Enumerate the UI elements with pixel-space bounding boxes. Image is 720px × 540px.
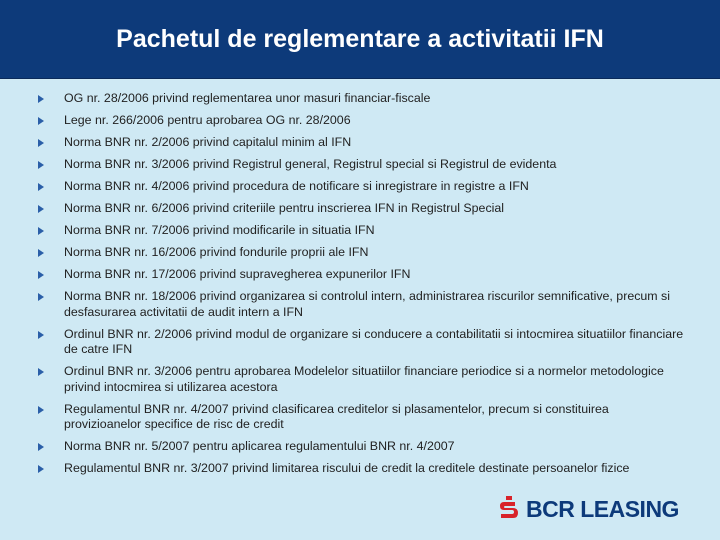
list-item xyxy=(38,157,688,173)
list-item xyxy=(38,461,688,477)
bullet-icon xyxy=(38,205,44,213)
list-item-text: Norma BNR nr. 2/2006 privind capitalul minim al IFN xyxy=(64,135,352,149)
bullet-icon xyxy=(38,331,44,339)
list-item xyxy=(38,289,688,320)
list-item-text: Norma BNR nr. 6/2006 privind criteriile pentru inscrierea IFN in Registrul Special xyxy=(64,201,505,215)
list-item xyxy=(38,223,688,239)
bullet-icon xyxy=(38,227,44,235)
regulation-list xyxy=(38,91,688,483)
list-item xyxy=(38,402,688,433)
list-item xyxy=(38,179,688,195)
list-item xyxy=(38,201,688,217)
bullet-icon xyxy=(38,183,44,191)
list-item xyxy=(38,91,688,107)
bullet-icon xyxy=(38,465,44,473)
bullet-icon xyxy=(38,443,44,451)
list-item-text: Lege nr. 266/2006 pentru aprobarea OG nr. 28/2006 xyxy=(64,113,351,127)
bullet-icon xyxy=(38,117,44,125)
list-item-text: OG nr. 28/2006 privind reglementarea unor masuri financiar-fiscale xyxy=(64,91,431,105)
list-item-text: Norma BNR nr. 18/2006 privind organizarea si controlul intern, administrarea riscurilor semnificative, precum si desfasurarea activitatii de audit intern a IFN xyxy=(64,289,671,319)
bullet-icon xyxy=(38,95,44,103)
bullet-icon xyxy=(38,161,44,169)
bullet-icon xyxy=(38,293,44,301)
bullet-icon xyxy=(38,271,44,279)
list-item xyxy=(38,364,688,395)
bullet-icon xyxy=(38,406,44,414)
list-item-text: Norma BNR nr. 3/2006 privind Registrul general, Registrul special si Registrul de evidenta xyxy=(64,157,557,171)
list-item-text: Regulamentul BNR nr. 4/2007 privind clasificarea creditelor si plasamentelor, precum si constituirea provizioanelor specifice de risc de credit xyxy=(64,401,609,431)
list-item xyxy=(38,327,688,358)
slide-title: Pachetul de reglementare a activitatii IFN xyxy=(116,25,604,53)
list-item-text: Norma BNR nr. 16/2006 privind fondurile proprii ale IFN xyxy=(64,245,369,259)
list-item-text: Norma BNR nr. 5/2007 pentru aplicarea regulamentului BNR nr. 4/2007 xyxy=(64,439,455,453)
list-item-text: Norma BNR nr. 17/2006 privind supravegherea expunerilor IFN xyxy=(64,267,411,281)
list-item-text: Norma BNR nr. 4/2006 privind procedura de notificare si inregistrare in registre a IFN xyxy=(64,179,529,193)
bullet-icon xyxy=(38,139,44,147)
list-item xyxy=(38,135,688,151)
list-item-text: Regulamentul BNR nr. 3/2007 privind limitarea riscului de credit la creditele destinate persoanelor fizice xyxy=(64,461,630,475)
bullet-icon xyxy=(38,249,44,257)
bcr-leasing-logo xyxy=(498,494,679,524)
bullet-icon xyxy=(38,368,44,376)
logo-text: BCR LEASING xyxy=(526,495,679,522)
list-item xyxy=(38,245,688,261)
title-bar xyxy=(0,0,720,79)
list-item xyxy=(38,267,688,283)
list-item-text: Norma BNR nr. 7/2006 privind modificarile in situatia IFN xyxy=(64,223,375,237)
list-item xyxy=(38,439,688,455)
list-item xyxy=(38,113,688,129)
list-item-text: Ordinul BNR nr. 2/2006 privind modul de organizare si conducere a contabilitatii si intocmirea situatiilor financiare de catre IFN xyxy=(64,326,684,356)
bcr-logo-icon xyxy=(498,496,520,522)
list-item-text: Ordinul BNR nr. 3/2006 pentru aprobarea Modelelor situatiilor financiare periodice si a normelor metodologice privind intocmirea si utilizarea acestora xyxy=(64,364,664,394)
